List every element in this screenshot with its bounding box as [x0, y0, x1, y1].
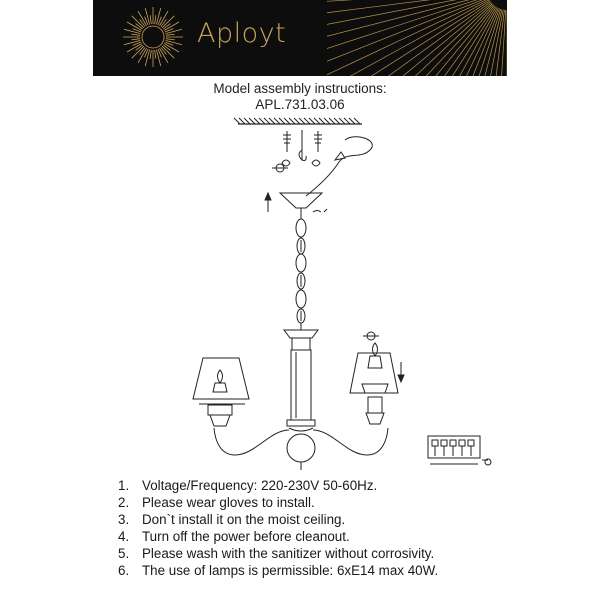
terminal-block-icon	[428, 436, 488, 464]
decorative-rays	[327, 0, 507, 76]
header-banner	[93, 0, 507, 76]
list-item: 4. Turn off the power before cleanout.	[118, 529, 350, 544]
list-item: 6. The use of lamps is permissible: 6xE14 max 40W.	[118, 563, 439, 578]
ceiling-hatch	[234, 118, 362, 124]
page-title: Model assembly instructions:	[213, 81, 387, 96]
instructions-list	[118, 477, 438, 579]
list-item: 5. Please wash with the sanitizer without corrosivity.	[118, 546, 435, 561]
chain-link	[296, 219, 306, 237]
model-number: APL.731.03.06	[255, 97, 345, 112]
bulb-icon	[362, 343, 388, 393]
arrow-down-icon	[398, 362, 404, 382]
chain-link	[296, 290, 306, 308]
assembly-diagram	[0, 110, 600, 475]
chain-link-icon	[296, 215, 306, 330]
brand-name: Aployt	[197, 18, 287, 49]
list-item: 2. Please wear gloves to install.	[118, 495, 315, 510]
arrow-up-icon	[265, 193, 271, 212]
rotate-icon	[272, 164, 379, 340]
bulb-icon	[213, 370, 227, 392]
list-item: 1. Voltage/Frequency: 220-230V 50-60Hz.	[118, 478, 378, 493]
chain-link	[296, 254, 306, 272]
list-item: 3. Don`t install it on the moist ceiling.	[118, 512, 346, 527]
sunburst-icon	[103, 0, 183, 76]
